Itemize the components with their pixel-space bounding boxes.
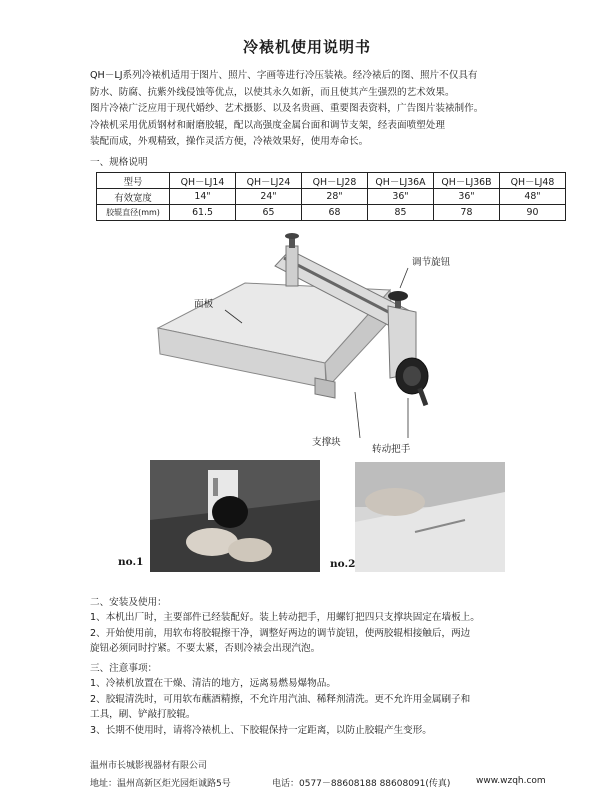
row-label: 胶辊直径(mm): [97, 205, 170, 221]
footer-website[interactable]: www.wzqh.com: [476, 776, 546, 786]
intro-line: 冷裱机采用优质钢材和耐磨胶辊，配以高强度金属台面和调节支架，经表面喷塑处理: [90, 119, 445, 131]
table-row: [97, 189, 566, 205]
intro-line: 图片冷裱广泛应用于现代婚纱、艺术摄影、以及名贵画、重要图表资料，广告图片装裱制作。: [90, 103, 484, 115]
table-row: [97, 205, 566, 221]
table-cell: QH－LJ24: [236, 173, 302, 189]
table-cell: 85: [368, 205, 434, 221]
support-label: 支撑块: [312, 437, 341, 448]
table-cell: 78: [434, 205, 500, 221]
table-cell: 65: [236, 205, 302, 221]
photo1-caption: no.1: [118, 556, 144, 568]
list-item: 1、冷裱机放置在干燥、清洁的地方，远离易燃易爆物品。: [90, 678, 336, 689]
list-item: 2、胶辊清洗时，可用软布蘸酒精擦，不允许用汽油、稀释剂清洗。更不允许用金属刷子和: [90, 693, 471, 705]
footer-address: 地址：温州高新区炬光园炬诚路5号: [90, 779, 231, 789]
intro-paragraph: [90, 68, 570, 151]
list-item: 工具，刷、铲敲打胶辊。: [90, 709, 196, 721]
table-cell: QH－LJ36B: [434, 173, 500, 189]
photo2-caption: no.2: [330, 558, 356, 570]
table-cell: 36": [368, 189, 434, 205]
photo-no2: [355, 462, 505, 572]
panel-label: 面板: [194, 299, 214, 310]
spec-table: [96, 172, 566, 221]
footer-company: 温州市长城影视器材有限公司: [90, 761, 208, 771]
intro-line: 防水、防腐、抗紫外线侵蚀等优点，以使其永久如新，而且使其产生强烈的艺术效果。: [90, 86, 455, 98]
table-cell: QH－LJ36A: [368, 173, 434, 189]
table-cell: 90: [500, 205, 566, 221]
notes-heading: 三、注意事项：: [90, 663, 158, 674]
footer-phone: 电话：0577－88608188 88608091(传真): [272, 779, 451, 789]
table-cell: 68: [302, 205, 368, 221]
table-cell: 48": [500, 189, 566, 205]
install-heading: 二、安装及使用：: [90, 597, 167, 608]
handle-label: 转动把手: [372, 444, 411, 455]
table-cell: QH－LJ48: [500, 173, 566, 189]
table-row: [97, 173, 566, 189]
spec-heading: 一、规格说明: [90, 157, 148, 168]
table-cell: QH－LJ28: [302, 173, 368, 189]
install-list: [90, 610, 580, 657]
page-title: 冷裱机使用说明书: [242, 38, 371, 56]
table-cell: 61.5: [170, 205, 236, 221]
notes-list: [90, 676, 580, 738]
table-cell: 24": [236, 189, 302, 205]
table-cell: 14": [170, 189, 236, 205]
intro-line: 装配而成，外观精致，操作灵活方便，冷裱效果好，使用寿命长。: [90, 136, 369, 148]
list-item: 3、长期不使用时，请将冷裱机上、下胶辊保持一定距离，以防止胶辊产生变形。: [90, 724, 432, 736]
list-item: 旋钮必须同时拧紧。不要太紧，否则冷裱会出现汽泡。: [90, 643, 321, 655]
knob-label: 调节旋钮: [412, 257, 451, 268]
row-label: 有效宽度: [97, 189, 170, 205]
intro-line: QH－LJ系列冷裱机适用于图片、照片、字画等进行冷压装裱。经冷裱后的图、照片不仅具有: [90, 70, 478, 81]
list-item: 1、本机出厂时，主要部件已经装配好。装上转动把手，用螺钉把四只支撑块固定在墙板上。: [90, 612, 480, 623]
photo-no1: [150, 460, 320, 572]
table-cell: QH－LJ14: [170, 173, 236, 189]
table-cell: 28": [302, 189, 368, 205]
table-cell: 36": [434, 189, 500, 205]
list-item: 2、开始使用前，用软布将胶辊擦干净，调整好两边的调节旋钮，使两胶辊相接触后，两边: [90, 627, 471, 639]
row-label: 型号: [97, 173, 170, 189]
